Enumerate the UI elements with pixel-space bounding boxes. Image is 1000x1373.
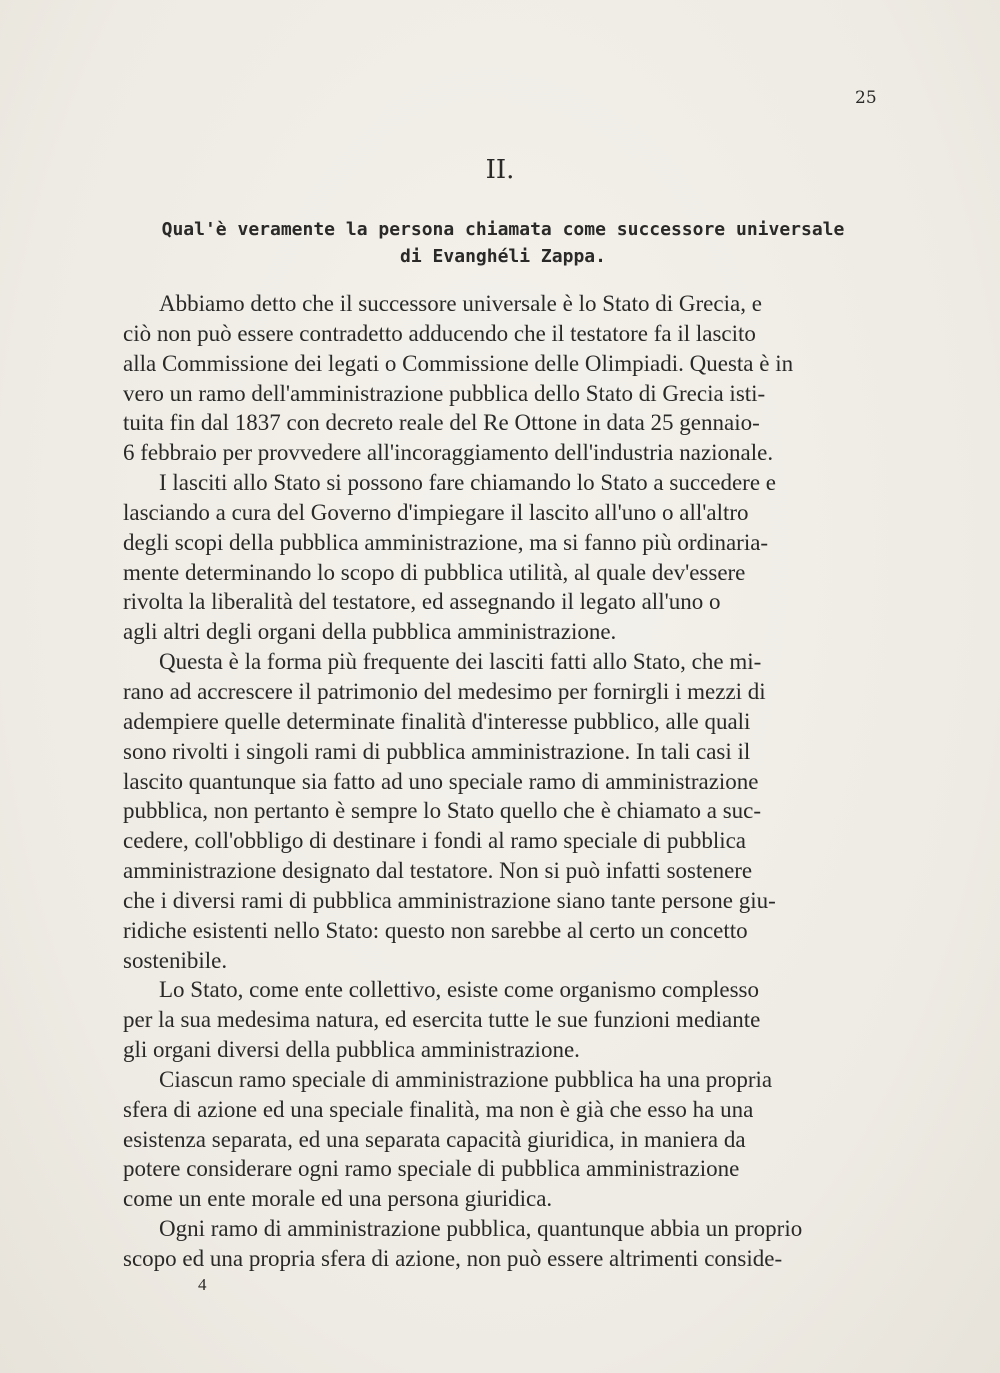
paragraph: Lo Stato, come ente collettivo, esiste come organismo complesso per la sua medesima natura, ed esercita tutte le sue funzioni mediante gli organi diversi della pubblica amministrazione. bbox=[123, 977, 761, 1063]
paragraph: Ciascun ramo speciale di amministrazione pubblica ha una propria sfera di azione ed una speciale finalità, ma non è già che esso ha una esistenza separata, ed una separata capacità giuridica, in maniera da potere considerare ogni ramo speciale di pubblica amministrazione come un ente morale ed una persona giuridica. bbox=[123, 1066, 773, 1212]
signature-mark: 4 bbox=[198, 1275, 207, 1294]
section-title: Qual'è veramente la persona chiamata come successore universale di Evanghéli Zappa. bbox=[161, 219, 845, 267]
paragraph: Questa è la forma più frequente dei lasciti fatti allo Stato, che mi- rano ad accrescere il patrimonio del medesimo per fornirgli i mezzi di adempiere quelle determinate finalità d'interesse pubblico, alle quali sono rivolti i singoli rami di pubblica amministrazione. In tali casi il lascito quantunque sia fatto ad uno speciale ramo di amministrazione pubblica, non pertanto è sempre lo Stato quello che è chiamato a suc- cedere, coll'obbligo di destinare i fondi al ramo speciale di pubblica amministrazione designato dal testatore. Non si può infatti sostenere che i diversi rami di pubblica amministrazione siano tante persone giu- ridiche esistenti nello Stato: questo non sarebbe al certo un concetto sostenibile. bbox=[123, 649, 776, 973]
paragraph: I lasciti allo Stato si possono fare chiamando lo Stato a succedere e lasciando a cura del Governo d'impiegare il lascito all'uno o all'altro degli scopi della pubblica amministrazione, ma si fanno più ordinaria- mente determinando lo scopo di pubblica utilità, al quale dev'essere rivolta la liberalità del testatore, ed assegnando il legato all'uno o agli altri degli organi della pubblica amministrazione. bbox=[123, 470, 776, 645]
chapter-number: II. bbox=[485, 155, 515, 185]
paragraph: Abbiamo detto che il successore universale è lo Stato di Grecia, e ciò non può essere contradetto adducendo che il testatore fa il lascito alla Commissione dei legati o Commissione delle Olimpiadi. Questa è in vero un ramo dell'amministrazione pubblica dello Stato di Grecia isti- tuita fin dal 1837 con decreto reale del Re Ottone in data 25 gennaio- 6 febbraio per provvedere all'incoraggiamento dell'industria nazionale. bbox=[123, 291, 794, 466]
body-text bbox=[123, 289, 883, 1274]
page-number: 25 bbox=[855, 88, 877, 108]
paragraph: Ogni ramo di amministrazione pubblica, quantunque abbia un proprio scopo ed una propria sfera di azione, non può essere altrimenti conside- bbox=[123, 1216, 803, 1271]
